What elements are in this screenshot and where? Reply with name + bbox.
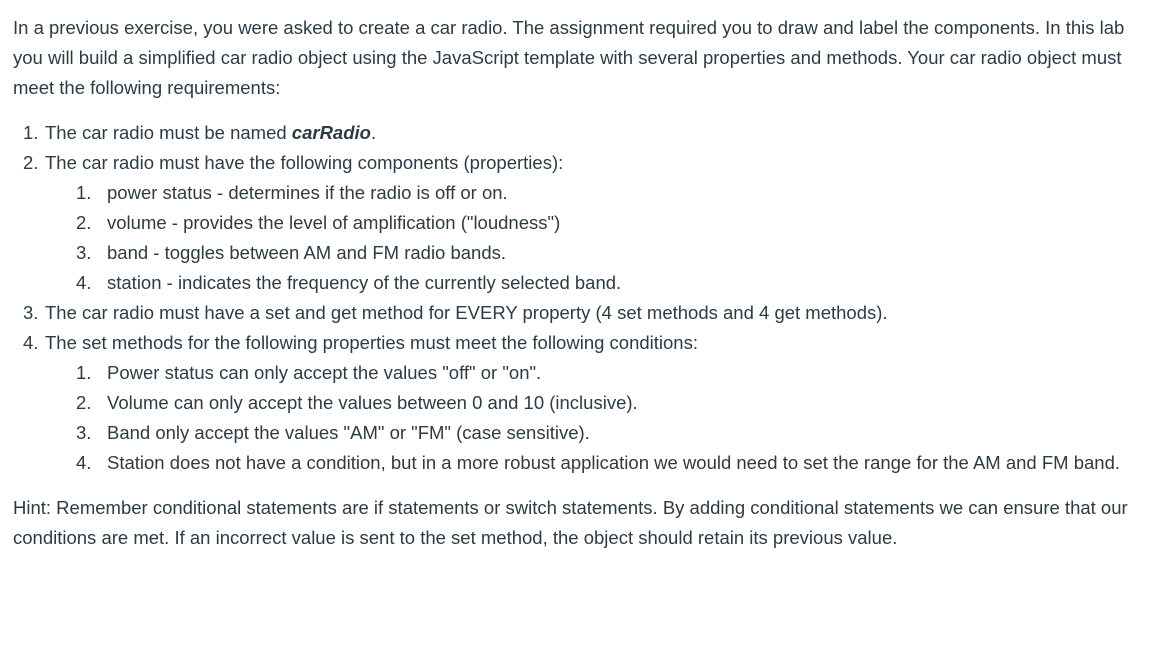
conditions-sublist xyxy=(45,358,1140,478)
list-item-text: station - indicates the frequency of the currently selected band. xyxy=(107,272,622,293)
requirement-item-2 xyxy=(13,148,1140,298)
list-number: 1. xyxy=(23,122,39,143)
list-number: 2. xyxy=(76,212,92,233)
requirement-text: The set methods for the following properties must meet the following conditions: xyxy=(45,332,698,353)
list-number: 4. xyxy=(76,452,92,473)
list-number: 4. xyxy=(76,272,92,293)
requirement-text: The car radio must have a set and get method for EVERY property (4 set methods and 4 get methods). xyxy=(45,302,888,323)
list-number: 3. xyxy=(76,242,92,263)
hint-paragraph: Hint: Remember conditional statements are if statements or switch statements. By adding conditional statements we can ensure that our conditions are met. If an incorrect value is sent to the set method, the object should retain its previous value. xyxy=(13,497,1128,548)
intro-paragraph: In a previous exercise, you were asked to create a car radio. The assignment required you to draw and label the components. In this lab you will build a simplified car radio object using the JavaScript template with several properties and methods. Your car radio object must meet the following requirements: xyxy=(13,17,1125,98)
requirements-list xyxy=(13,118,1140,478)
list-number: 2. xyxy=(23,152,39,173)
object-name-emphasis: carRadio xyxy=(291,122,371,143)
list-number: 1. xyxy=(76,182,92,203)
list-item-text: Volume can only accept the values between 0 and 10 (inclusive). xyxy=(107,392,638,413)
requirement-item-3 xyxy=(13,298,1140,328)
requirement-text: The car radio must be named xyxy=(45,122,292,143)
list-item xyxy=(76,358,1140,388)
list-item xyxy=(76,178,1140,208)
requirement-text-end: . xyxy=(370,122,377,143)
list-number: 2. xyxy=(76,392,92,413)
list-item xyxy=(76,388,1140,418)
list-item-text: Power status can only accept the values "off" or "on". xyxy=(107,362,542,383)
list-number: 3. xyxy=(76,422,92,443)
list-item xyxy=(76,208,1140,238)
list-item xyxy=(76,238,1140,268)
properties-sublist xyxy=(45,178,1140,298)
requirement-text: The car radio must have the following components (properties): xyxy=(45,152,564,173)
list-item-text: volume - provides the level of amplification ("loudness") xyxy=(107,212,561,233)
list-item-text: Station does not have a condition, but in a more robust application we would need to set the range for the AM and FM band. xyxy=(107,452,1121,473)
list-item xyxy=(76,268,1140,298)
requirement-item-4 xyxy=(13,328,1140,478)
requirement-item-1 xyxy=(13,118,1140,148)
list-number: 3. xyxy=(23,302,39,323)
list-item xyxy=(76,448,1140,478)
list-number: 1. xyxy=(76,362,92,383)
list-item-text: power status - determines if the radio is off or on. xyxy=(107,182,508,203)
list-number: 4. xyxy=(23,332,39,353)
list-item xyxy=(76,418,1140,448)
list-item-text: Band only accept the values "AM" or "FM" (case sensitive). xyxy=(107,422,590,443)
list-item-text: band - toggles between AM and FM radio bands. xyxy=(107,242,507,263)
